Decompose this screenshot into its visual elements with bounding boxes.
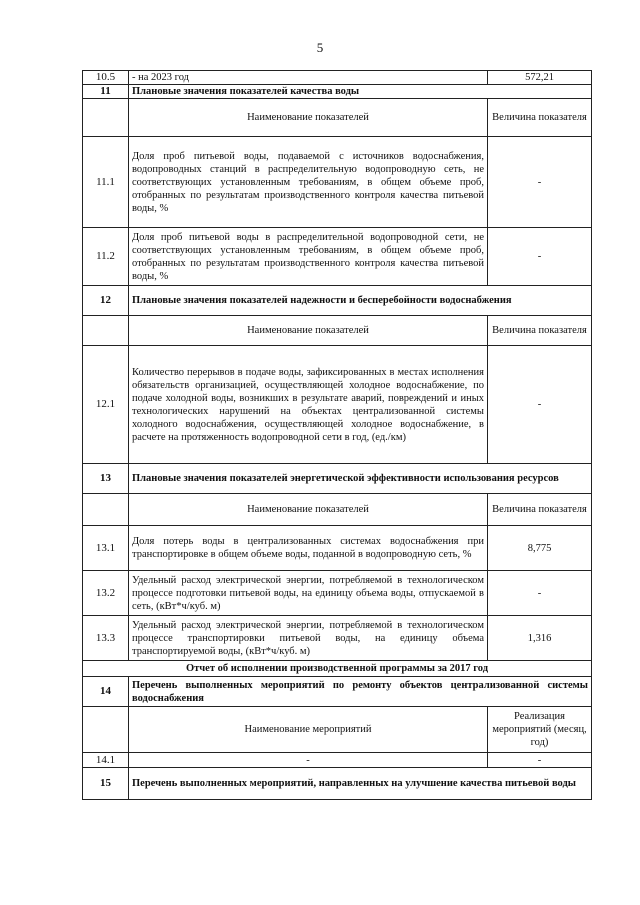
column-header-name: Наименование показателей — [129, 99, 488, 137]
row-value: - — [488, 346, 592, 464]
page-number: 5 — [316, 40, 324, 55]
empty-cell — [83, 494, 129, 526]
row-number: 10.5 — [83, 71, 129, 85]
column-header-name: Наименование показателей — [129, 494, 488, 526]
row-number: 11.1 — [83, 137, 129, 228]
table-row — [83, 228, 592, 286]
table-row — [83, 346, 592, 464]
column-header-value: Реализация мероприятий (месяц, год) — [488, 707, 592, 753]
row-value: 572,21 — [488, 71, 592, 85]
column-header-row — [83, 494, 592, 526]
column-header-row — [83, 316, 592, 346]
row-value: - — [488, 228, 592, 286]
row-value: - — [488, 571, 592, 616]
report-title-row — [83, 661, 592, 677]
section-number: 11 — [83, 85, 129, 99]
section-row — [83, 768, 592, 800]
column-header-name: Наименование показателей — [129, 316, 488, 346]
row-number: 14.1 — [83, 753, 129, 768]
section-row — [83, 464, 592, 494]
row-number: 13.2 — [83, 571, 129, 616]
row-value: 8,775 — [488, 526, 592, 571]
section-title: Плановые значения показателей надежности и бесперебойности водоснабжения — [129, 286, 592, 316]
section-number: 13 — [83, 464, 129, 494]
table-row — [83, 571, 592, 616]
row-number: 13.3 — [83, 616, 129, 661]
table-row — [83, 526, 592, 571]
row-number: 11.2 — [83, 228, 129, 286]
column-header-value: Величина показателя — [488, 99, 592, 137]
row-value: - — [488, 753, 592, 768]
row-text: - — [129, 753, 488, 768]
section-title: Плановые значения показателей энергетической эффективности использования ресурсов — [129, 464, 592, 494]
row-text: Удельный расход электрической энергии, потребляемой в технологическом процессе подготовки питьевой воды, на единицу объема воды, отпускаемой в сеть, (кВт*ч/куб. м) — [129, 571, 488, 616]
section-row — [83, 677, 592, 707]
row-text: Доля проб питьевой воды в распределительной водопроводной сети, не соответствующих установленным требованиям, в общем объеме проб, отобранных по результатам производственного контроля качества питьевой воды, % — [129, 228, 488, 286]
empty-cell — [83, 316, 129, 346]
table-row — [83, 753, 592, 768]
column-header-row — [83, 99, 592, 137]
row-text: - на 2023 год — [129, 71, 488, 85]
section-row — [83, 85, 592, 99]
column-header-value: Величина показателя — [488, 494, 592, 526]
section-number: 15 — [83, 768, 129, 800]
empty-cell — [83, 707, 129, 753]
table-row — [83, 71, 592, 85]
table-row — [83, 616, 592, 661]
section-title: Перечень выполненных мероприятий, направленных на улучшение качества питьевой воды — [129, 768, 592, 800]
row-number: 13.1 — [83, 526, 129, 571]
row-value: 1,316 — [488, 616, 592, 661]
column-header-row — [83, 707, 592, 753]
section-number: 12 — [83, 286, 129, 316]
row-text: Доля проб питьевой воды, подаваемой с источников водоснабжения, водопроводных станций в распределительную водопроводную сеть, не соответствующих установленным требованиям, в общем объеме проб, отобранных по результатам производственного контроля качества питьевой воды, % — [129, 137, 488, 228]
column-header-value: Величина показателя — [488, 316, 592, 346]
section-title: Плановые значения показателей качества воды — [129, 85, 592, 99]
section-title: Перечень выполненных мероприятий по ремонту объектов централизованной системы водоснабжения — [129, 677, 592, 707]
row-text: Доля потерь воды в централизованных системах водоснабжения при транспортировке в общем объеме воды, поданной в водопроводную сеть, % — [129, 526, 488, 571]
row-text: Количество перерывов в подаче воды, зафиксированных в местах исполнения обязательств организацией, осуществляющей холодное водоснабжение, по подаче холодной воды, возникших в результате аварий, повреждений и иных технологических нарушений на объектах централизованной системы холодного водоснабжения, осуществляющей холодное водоснабжение, в расчете на протяженность водопроводной сети в год, (ед./км) — [129, 346, 488, 464]
report-title: Отчет об исполнении производственной программы за 2017 год — [83, 661, 592, 677]
empty-cell — [83, 99, 129, 137]
row-number: 12.1 — [83, 346, 129, 464]
table-row — [83, 137, 592, 228]
section-row — [83, 286, 592, 316]
row-text: Удельный расход электрической энергии, потребляемой в технологическом процессе транспортировки питьевой воды, на единицу объема транспортируемой воды, (кВт*ч/куб. м) — [129, 616, 488, 661]
program-table — [82, 70, 592, 800]
column-header-name: Наименование мероприятий — [129, 707, 488, 753]
row-value: - — [488, 137, 592, 228]
section-number: 14 — [83, 677, 129, 707]
